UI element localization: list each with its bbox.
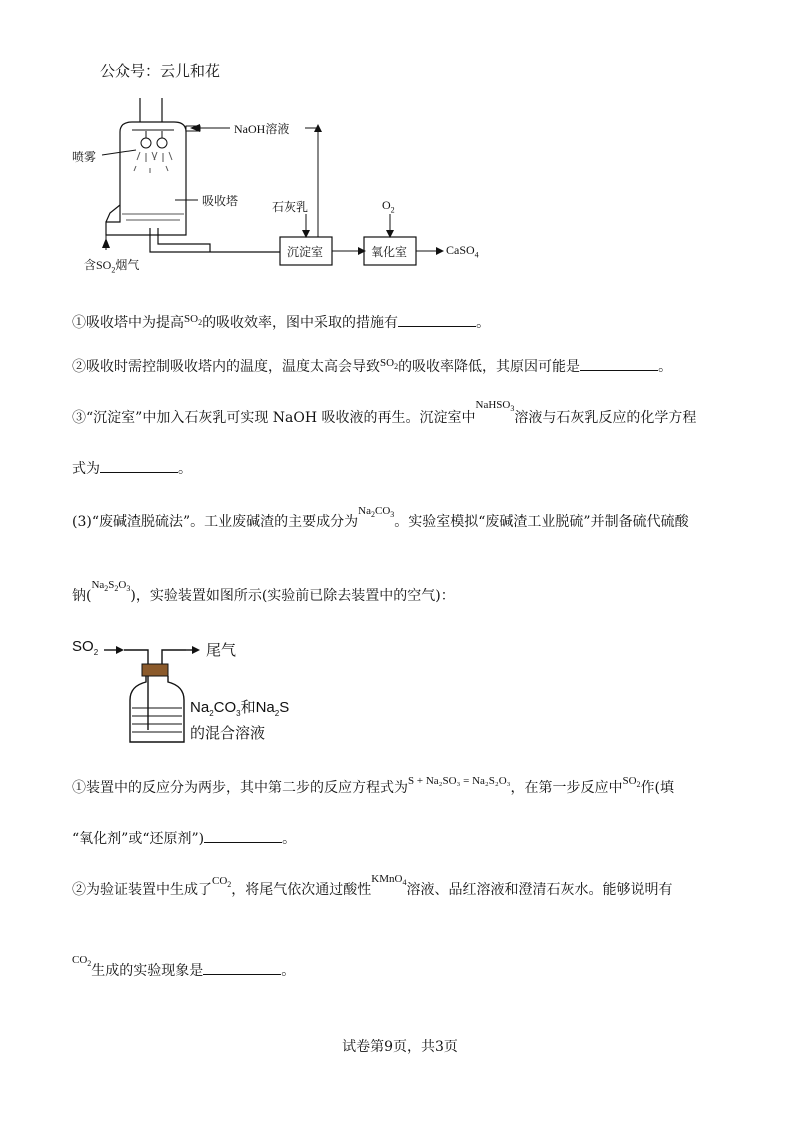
spray-label: 喷雾 — [72, 150, 97, 164]
solution-label: $Na_2CO_3$和$Na_2S$ 的混合溶液 — [190, 699, 290, 742]
product-label: CaSO$_4$ — [446, 243, 479, 260]
naoh-solution-label: NaOH溶液 — [234, 122, 290, 136]
answer-blank[interactable] — [203, 960, 281, 975]
oxidation-room-label: 氧化室 — [371, 245, 408, 259]
question-3-line-2: 式为 。 — [72, 458, 192, 479]
flue-gas-label: 含$SO_2$烟气 — [84, 258, 140, 275]
page-footer: 试卷第9页，共3页 — [342, 1039, 458, 1055]
so2-inlet-label: $SO_2$ — [72, 638, 99, 657]
question-3: ③“沉淀室”中加入石灰乳可实现 NaOH 吸收液的再生。沉淀室中$^{NaHSO_3}$溶液与石灰乳反应的化学方程 — [72, 399, 697, 426]
answer-blank[interactable] — [100, 458, 178, 473]
answer-blank[interactable] — [398, 312, 476, 327]
question-5-line-2: $^{CO_2}$生成的实验现象是 。 — [72, 954, 296, 979]
answer-blank[interactable] — [204, 828, 282, 843]
tail-gas-label: 尾气 — [206, 641, 237, 659]
tower-label: 吸收塔 — [202, 194, 239, 208]
question-5: ②为验证装置中生成了$^{CO_2}$，将尾气依次通过酸性$^{KMnO_4}$溶液、品红溶液和澄清石灰水。能够说明有 — [72, 873, 673, 898]
spray-nozzle-left — [141, 138, 151, 148]
question-2: ②吸收时需控制吸收塔内的温度，温度太高会导致$^{SO_2}$的吸收率降低，其原因可能是 。 — [72, 357, 673, 375]
flask-apparatus-diagram — [0, 630, 800, 770]
question-1: ①吸收塔中为提高$^{SO_2}$的吸收效率，图中采取的措施有 。 — [72, 313, 491, 331]
question-4-line-2: “氧化剂”或“还原剂”) 。 — [72, 828, 296, 849]
question-4: ①装置中的反应分为两步，其中第二步的反应方程式为$^{S + Na_2SO_3 = Na_2S_2O_3}$，在第一步反应中$^{SO_2}$作(填 — [72, 775, 675, 796]
header-account: 公众号：云儿和花 — [100, 62, 221, 80]
precipitation-room-label: 沉淀室 — [287, 245, 324, 259]
answer-blank[interactable] — [580, 356, 658, 371]
part-3-intro: (3)“废碱渣脱硫法”。工业废碱渣的主要成分为$^{Na_2CO_3}$。实验室模拟“废碱渣工业脱硫”并制备硫代硫酸 — [72, 505, 689, 530]
lime-milk-label: 石灰乳 — [272, 200, 309, 214]
spray-nozzle-right — [157, 138, 167, 148]
oxygen-label: $O_2$ — [382, 198, 395, 215]
part-3-intro-line-2: 钠($^{Na_2S_2O_3}$)，实验装置如图所示(实验前已除去装置中的空气)： — [72, 579, 455, 604]
